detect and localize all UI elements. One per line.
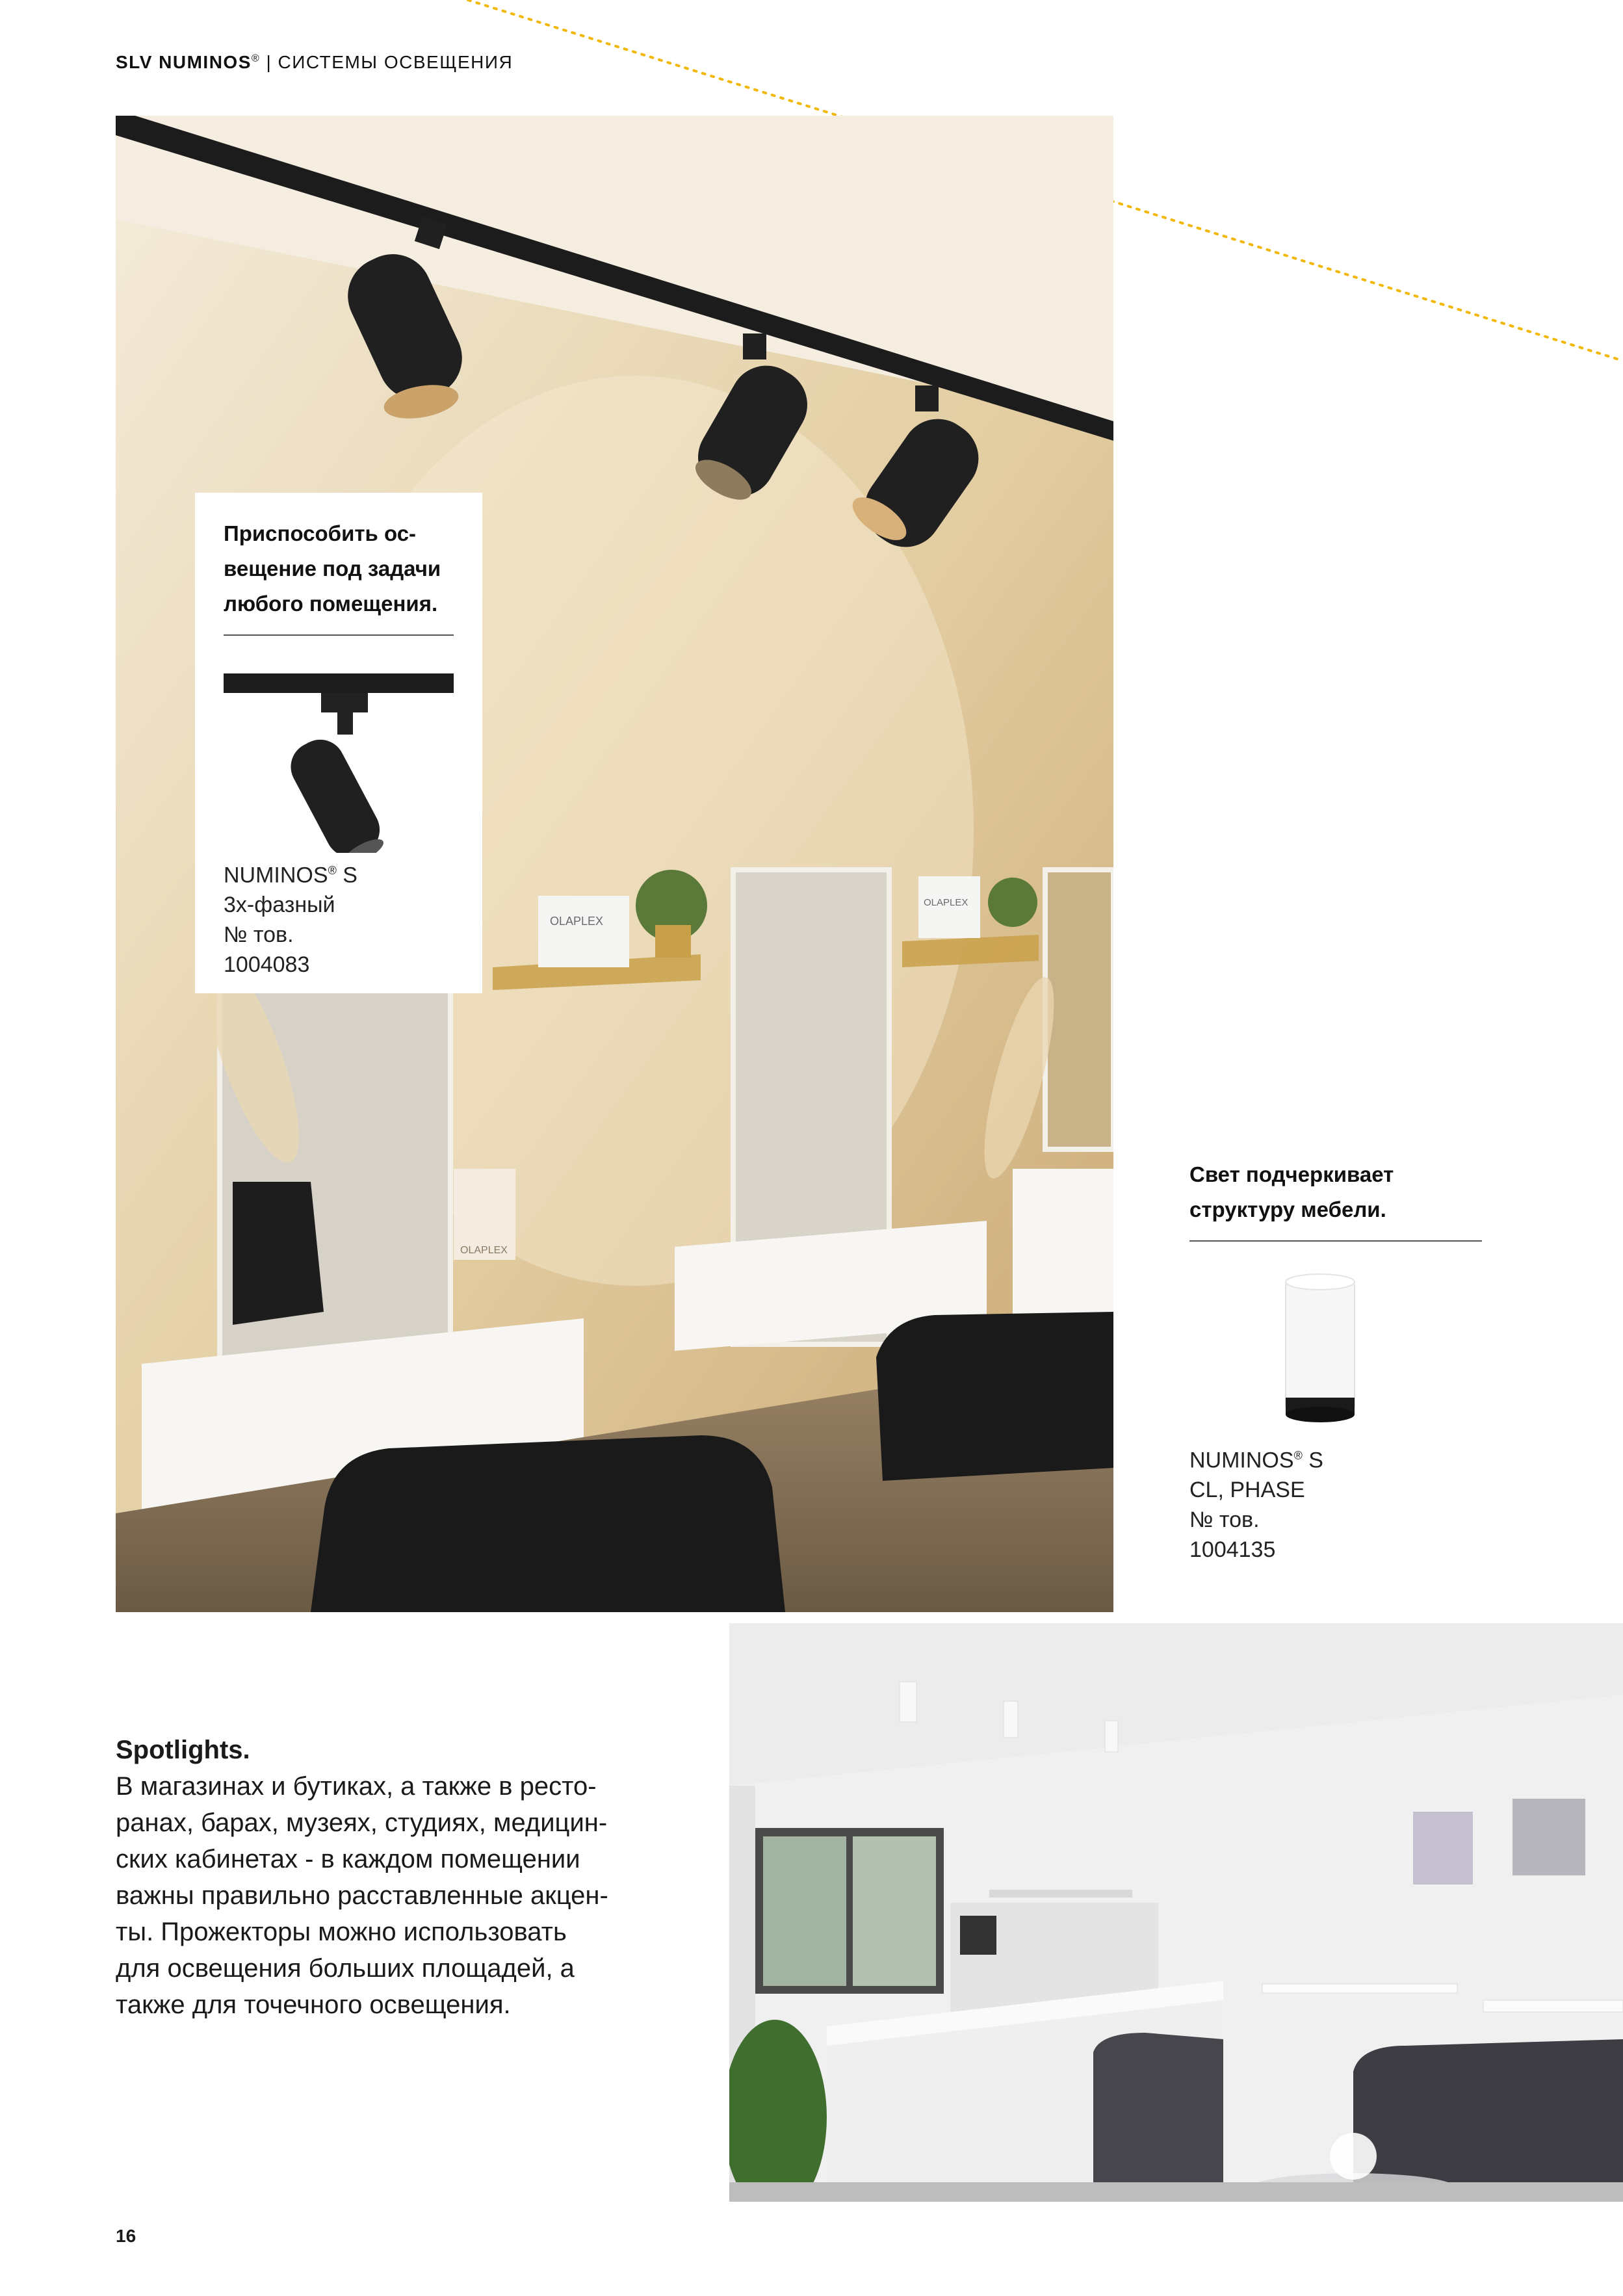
body-line-1: В магазинах и бутиках, а также в ресто- — [116, 1772, 597, 1801]
callout-track-reg: ® — [328, 864, 337, 877]
callout-ceiling-article-number: 1004135 — [1189, 1537, 1276, 1563]
ceiling-spot-3 — [1105, 1721, 1118, 1752]
chair-right — [876, 1312, 1113, 1481]
ceiling-spotlight-icon — [1189, 1261, 1482, 1437]
header-brand: SLV NUMINOS — [116, 52, 252, 72]
callout-ceiling-meta — [1189, 1441, 1482, 1565]
callout-track-product-name: NUMINOS — [224, 863, 328, 888]
flowers — [1330, 2133, 1377, 2180]
callout-ceiling-product-suffix: S — [1302, 1448, 1323, 1473]
callout-ceiling-variant: CL, PHASE — [1189, 1478, 1305, 1503]
chair-mirror-reflection — [233, 1182, 324, 1325]
plant-2 — [988, 878, 1037, 927]
header-separator: | — [260, 52, 278, 72]
callout-track-meta — [224, 855, 454, 980]
wall-art-2 — [1513, 1799, 1585, 1875]
page-header — [116, 52, 513, 73]
callout-ceiling-article-label: № тов. — [1189, 1507, 1260, 1533]
lounge-photo — [729, 1623, 1623, 2202]
header-section: СИСТЕМЫ ОСВЕЩЕНИЯ — [278, 52, 513, 72]
callout-ceiling-title-line-1: Свет подчеркивает — [1189, 1162, 1394, 1186]
callout-ceiling-title — [1189, 1157, 1482, 1227]
callout-ceiling-title-line-2: структуру мебели. — [1189, 1197, 1386, 1221]
callout-ceiling-product — [1189, 1441, 1482, 1475]
callout-track-product — [224, 855, 454, 890]
callout-track-title-line-2: вещение под задачи — [224, 556, 441, 581]
body-line-3: ских кабинетах - в каждом помещении — [116, 1845, 580, 1873]
header-reg: ® — [251, 53, 261, 64]
lounge-illustration — [729, 1623, 1623, 2202]
body-line-7: также для точечного освещения. — [116, 1990, 511, 2019]
body-line-6: для освещения больших площадей, а — [116, 1954, 575, 1983]
sofa — [1353, 2039, 1623, 2189]
callout-ceiling-product-name: NUMINOS — [1189, 1448, 1294, 1473]
mirror-right — [1045, 870, 1113, 1149]
callout-track-title-line-1: Приспособить ос- — [224, 521, 417, 545]
product-box-1 — [538, 896, 629, 967]
callout-track-variant: 3x-фазный — [224, 893, 335, 918]
ceiling-spot-2 — [1004, 1701, 1018, 1738]
page-number: 16 — [116, 2226, 136, 2246]
track-spotlight-icon — [224, 651, 454, 853]
ceiling-spot-1 — [900, 1682, 916, 1722]
box-label-2: OLAPLEX — [924, 897, 968, 908]
callout-track-divider — [224, 634, 454, 636]
callout-track-article-number: 1004083 — [224, 952, 310, 978]
callout-track-product-suffix: S — [336, 863, 357, 888]
body-line-4: важны правильно расставленные акцен- — [116, 1881, 608, 1910]
callout-track-article-label: № тов. — [224, 922, 294, 948]
callout-track-spotlight — [195, 493, 482, 993]
callout-ceiling-spotlight — [1189, 1157, 1482, 1565]
callout-ceiling-divider — [1189, 1240, 1482, 1242]
chair-front — [311, 1435, 785, 1612]
callout-ceiling-reg: ® — [1293, 1449, 1303, 1462]
callout-track-title-line-3: любого помещения. — [224, 592, 438, 616]
spotlights-heading: Spotlights. — [116, 1736, 250, 1764]
box-label-1: OLAPLEX — [550, 915, 604, 928]
spotlights-section — [116, 1732, 655, 2023]
body-line-2: ранах, барах, музеях, студиях, медицин- — [116, 1808, 608, 1837]
armchair — [1093, 2033, 1223, 2182]
callout-track-title — [224, 516, 454, 621]
wall-art-1 — [1413, 1812, 1473, 1885]
coffee-machine — [960, 1916, 996, 1955]
body-line-5: ты. Прожекторы можно использовать — [116, 1918, 567, 1946]
box-label-3: OLAPLEX — [460, 1245, 508, 1256]
